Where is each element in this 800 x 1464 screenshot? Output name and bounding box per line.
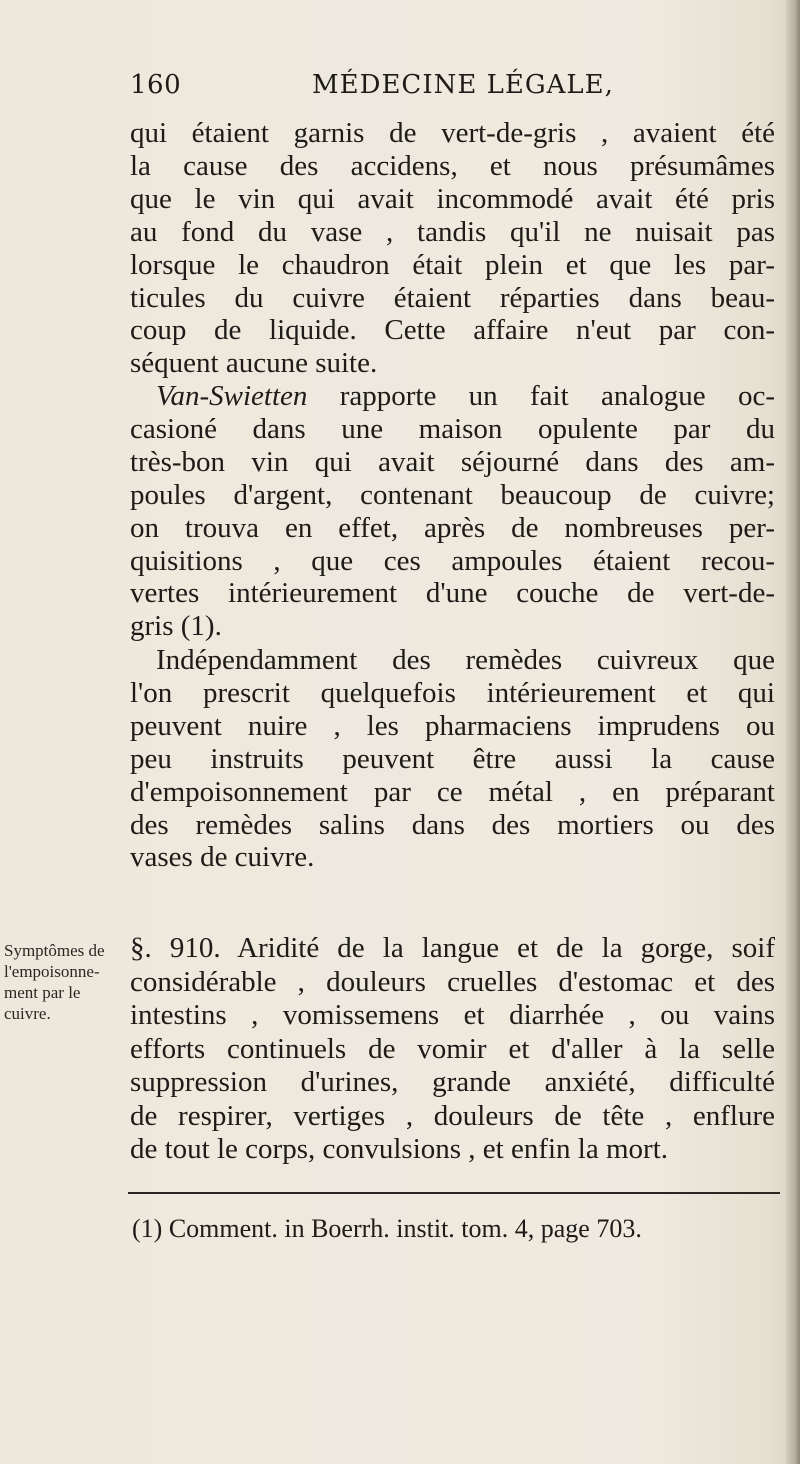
text-line: quisitions , que ces ampoules étaient recou- (130, 544, 775, 577)
margin-note-line: Symptômes de (4, 941, 105, 960)
text-line: intestins , vomissemens et diarrhée , ou vains (130, 999, 775, 1031)
text-line: d'empoisonnement par ce métal , en préparant (130, 775, 775, 808)
text-line: coup de liquide. Cette affaire n'eut par con- (130, 314, 775, 347)
text-fragment: rapporte un fait analogue oc- (307, 380, 775, 412)
page-header (130, 70, 770, 110)
text-line: ticules du cuivre étaient réparties dans beau- (130, 281, 775, 314)
paragraph-1 (130, 117, 775, 380)
text-line: l'on prescrit quelquefois intérieurement et qui (130, 676, 775, 709)
adjacent-page-edge (786, 0, 800, 1464)
text-line: vases de cuivre. (130, 841, 315, 874)
margin-note-line: cuivre. (4, 1004, 51, 1023)
text-line: très-bon vin qui avait séjourné dans des am- (130, 445, 775, 478)
page-number: 160 (130, 70, 182, 100)
paragraph-4 (130, 932, 775, 1167)
text-line: efforts continuels de vomir et d'aller à la selle (130, 1032, 775, 1065)
text-line: suppression d'urines, grande anxiété, difficulté (130, 1066, 775, 1098)
text-line: des remèdes salins dans des mortiers ou des (130, 808, 775, 841)
text-line: au fond du vase , tandis qu'il ne nuisait pas (130, 215, 775, 248)
text-line: casioné dans une maison opulente par du (130, 412, 775, 445)
paragraph-2 (130, 380, 775, 643)
text-line: vertes intérieurement d'une couche de vert-de- (130, 577, 775, 610)
paragraph-3 (130, 644, 775, 874)
text-line: §. 910. Aridité de la langue et de la gorge, soif (130, 932, 775, 964)
text-line: qui étaient garnis de vert-de-gris , avaient été (130, 117, 775, 149)
text-line: la cause des accidens, et nous présumâmes (130, 149, 775, 182)
text-line: lorsque le chaudron était plein et que les par- (130, 248, 775, 281)
text-line (130, 380, 775, 413)
author-name: Van-Swietten (156, 380, 308, 412)
text-line: de tout le corps, convulsions , et enfin la mort. (130, 1133, 669, 1165)
margin-note-line: ment par le (4, 983, 81, 1002)
footnote-rule (128, 1192, 780, 1194)
footnote: (1) Comment. in Boerrh. instit. tom. 4, page 703. (132, 1214, 642, 1243)
margin-note-line: l'empoisonne- (4, 962, 100, 981)
text-line: on trouva en effet, après de nombreuses per- (130, 511, 775, 544)
text-line: poules d'argent, contenant beaucoup de cuivre; (130, 478, 775, 511)
text-line: peu instruits peuvent être aussi la cause (130, 742, 775, 775)
margin-note (4, 940, 124, 1024)
text-line: séquent aucune suite. (130, 347, 378, 380)
text-line: que le vin qui avait incommodé avait été pris (130, 182, 775, 215)
text-line: de respirer, vertiges , douleurs de tête , enflure (130, 1099, 775, 1132)
running-title: MÉDECINE LÉGALE, (312, 70, 614, 100)
text-line: considérable , douleurs cruelles d'estomac et des (130, 965, 775, 998)
text-line: peuvent nuire , les pharmaciens imprudens ou (130, 709, 775, 742)
text-line: Indépendamment des remèdes cuivreux que (156, 644, 775, 676)
text-line: gris (1). (130, 610, 222, 643)
